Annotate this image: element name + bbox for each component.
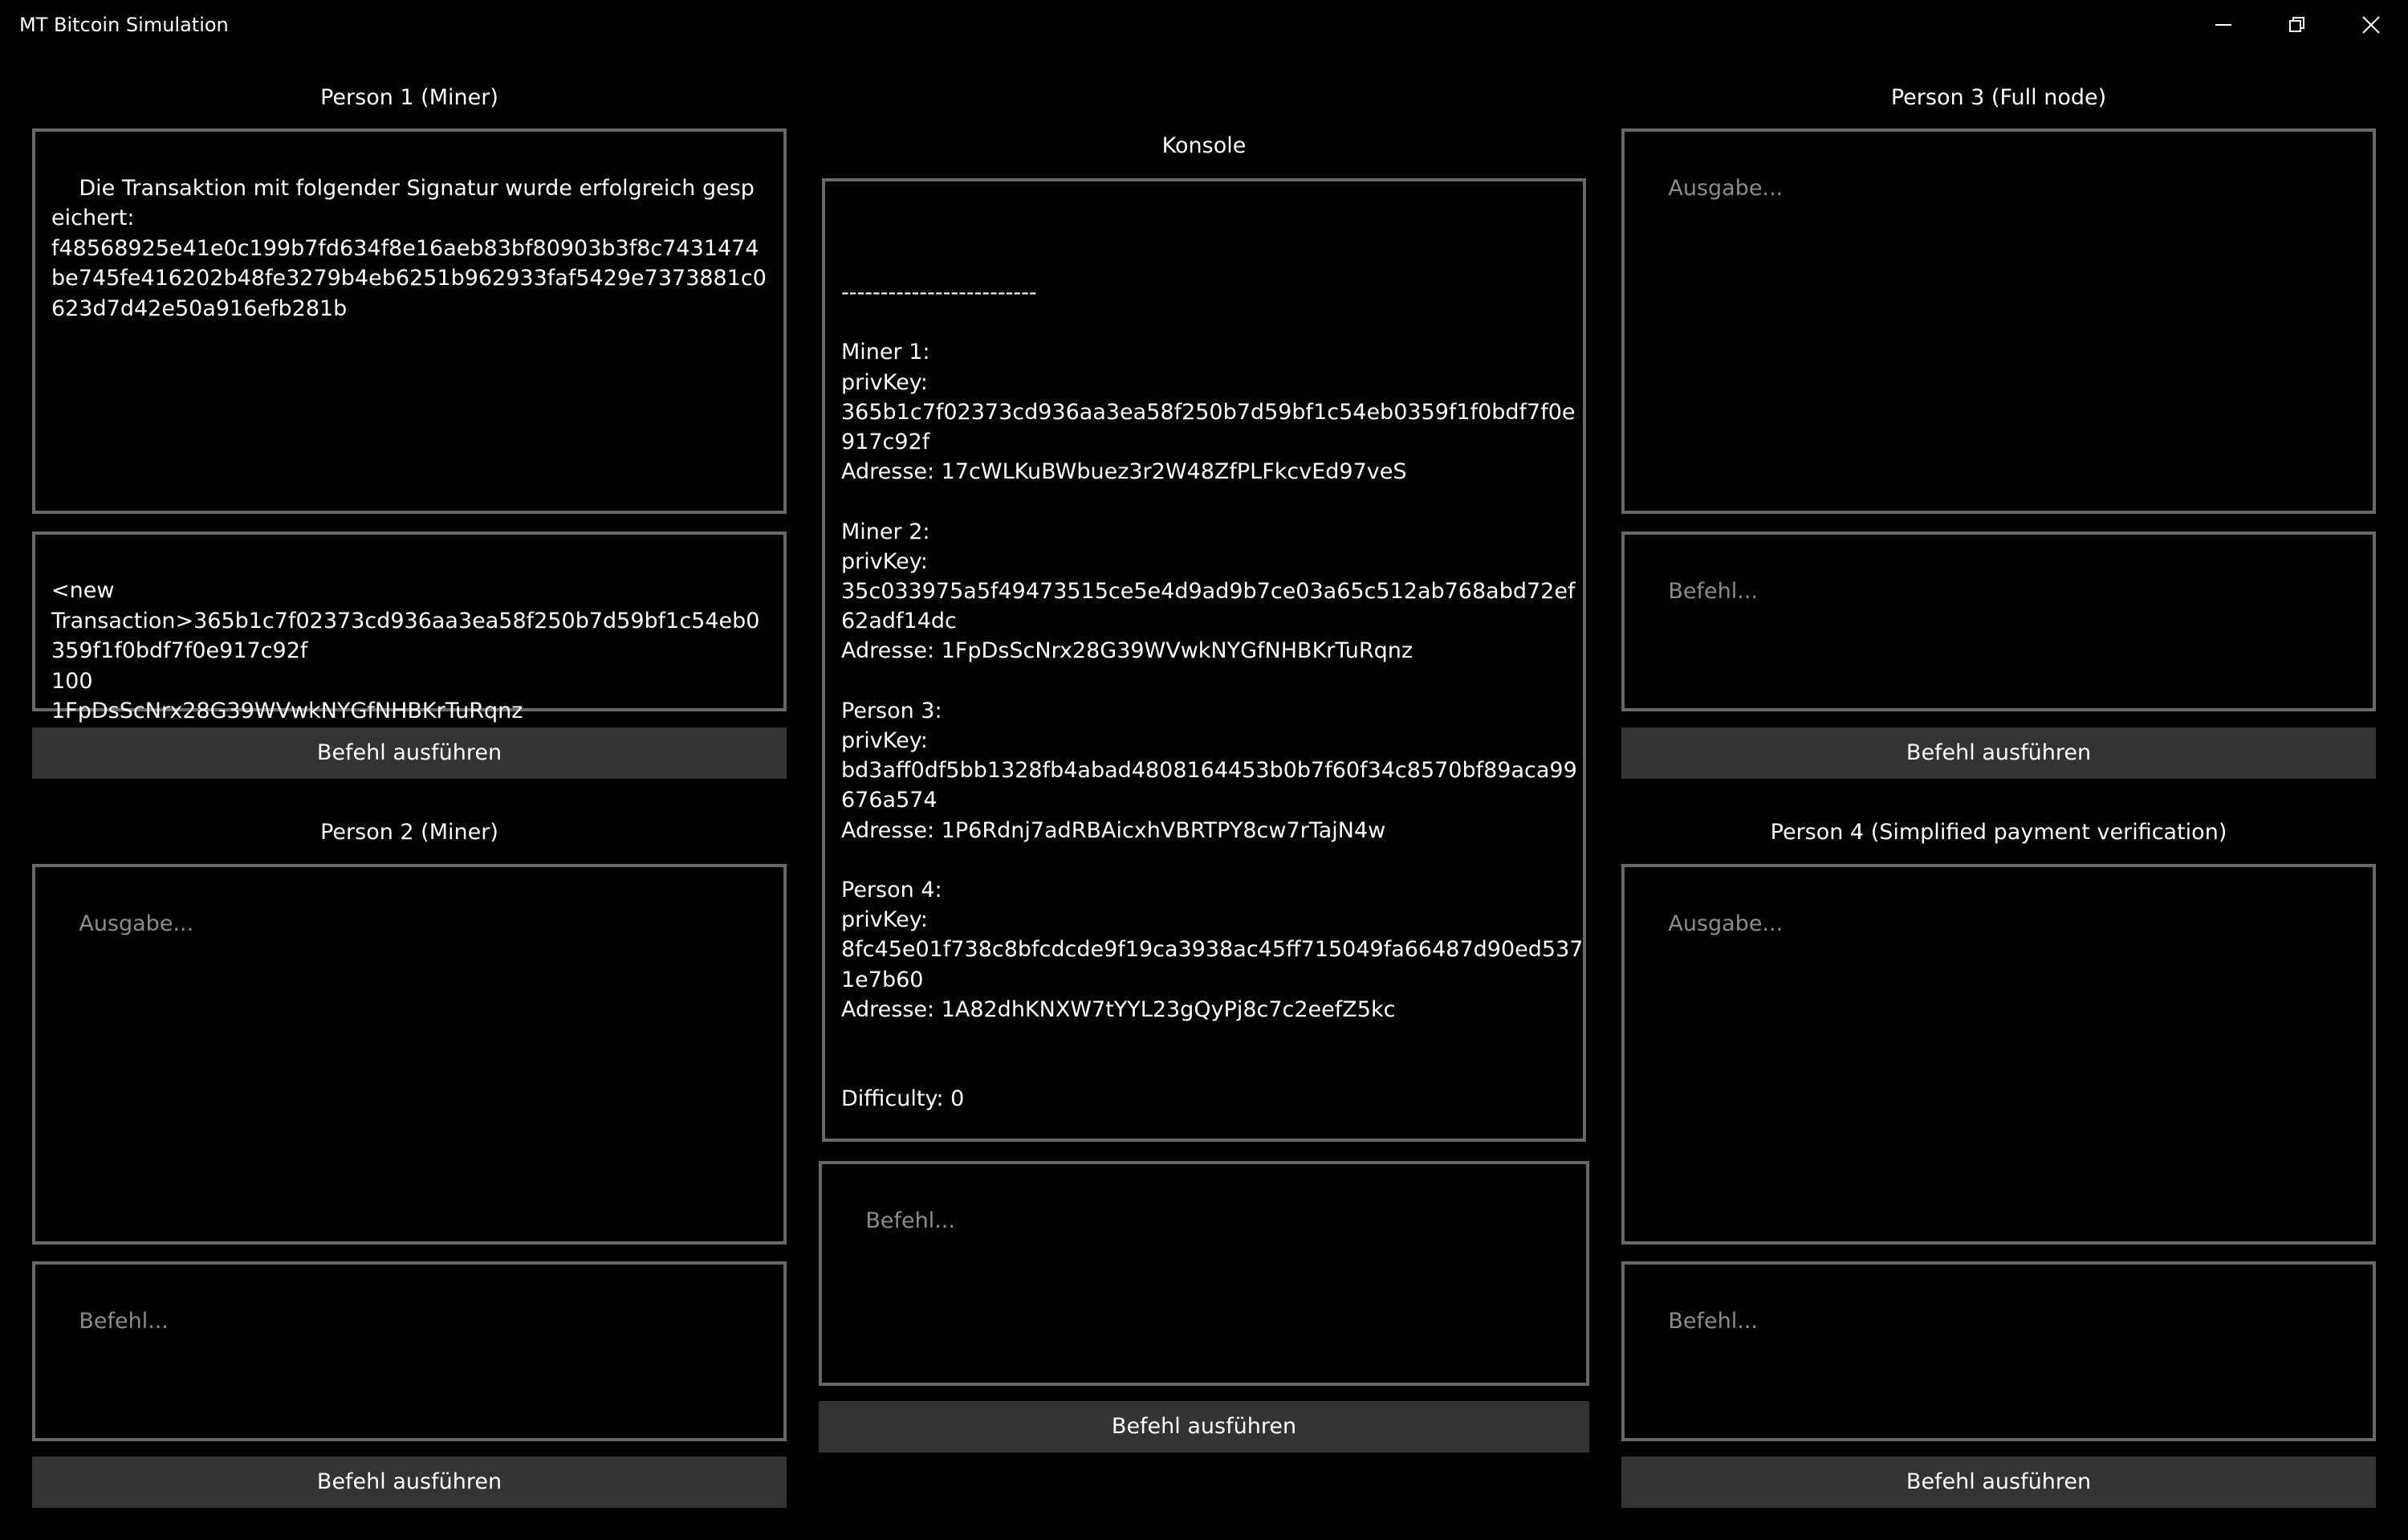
- person3-title: Person 3 (Full node): [1890, 85, 2107, 110]
- title-bar: [0, 0, 2408, 50]
- person1-title: Person 1 (Miner): [320, 85, 498, 110]
- person2-output-placeholder: Ausgabe...: [79, 911, 194, 936]
- console-output-text: ------------------------- Miner 1: privKey: 365b1c7f02373cd936aa3ea58f250b7d59bf1c54eb0359f1f0bdf7f0e917c92f Adresse: 17cWLKuBWbuez3r2W48ZfPLFkcvEd97veS Miner 2: privKey: 35c033975a5f49473515ce5e4d9ad9b7ce03a65c512ab768abd72ef62adf14dc Adresse: 1FpDsScNrx28G39WVwkNYGfNHBKrTuRqnz Person 3: privKey: bd3aff0df5bb1328fb4abad4808164453b0b7f60f34c8570bf89aca99676a574 Adresse: 1P6Rdnj7adRBAicxhVBRTPY8cw7rTajN4w Person 4: privKey: 8fc45e01f738c8bfcdcde9f19ca3938ac45ff715049fa66487d90ed5371e7b60 Adresse: 1A82dhKNXW7tYYL23gQyPj8c7c2eefZ5kc Difficulty: 0: [841, 280, 1584, 1112]
- restore-icon: [2288, 16, 2306, 34]
- console-title: Konsole: [1161, 133, 1247, 158]
- window-title: MT Bitcoin Simulation: [19, 14, 229, 36]
- person4-output-box[interactable]: [1621, 864, 2376, 1245]
- person1-output-box[interactable]: [32, 128, 787, 514]
- person3-command-placeholder: Befehl...: [1668, 578, 1758, 604]
- console-command-input[interactable]: [819, 1161, 1589, 1386]
- person2-command-placeholder: Befehl...: [79, 1308, 169, 1334]
- minimize-button[interactable]: [2186, 0, 2260, 50]
- person1-command-input[interactable]: [32, 532, 787, 723]
- person2-output-box[interactable]: [32, 864, 787, 1245]
- person1-output-text: Die Transaktion mit folgender Signatur wurde erfolgreich gespeichert: f48568925e41e0c199b7fd634f8e16aeb83bf80903b3f8c7431474be745fe416202b48fe3279b4eb6251b962933faf5429e7373881c0623d7d42e50a916efb281b: [51, 175, 767, 321]
- restore-button[interactable]: [2260, 0, 2334, 50]
- minimize-icon: [2215, 16, 2232, 34]
- console-command-placeholder: Befehl...: [865, 1208, 955, 1233]
- close-icon: [2362, 16, 2380, 34]
- person3-command-input[interactable]: [1621, 532, 2376, 711]
- console-output-box[interactable]: [822, 178, 1586, 1142]
- person2-execute-button[interactable]: Befehl ausführen: [32, 1456, 787, 1508]
- person3-execute-button[interactable]: Befehl ausführen: [1621, 727, 2376, 779]
- person3-output-box[interactable]: [1621, 128, 2376, 514]
- person2-title: Person 2 (Miner): [320, 820, 498, 845]
- person4-execute-button[interactable]: Befehl ausführen: [1621, 1456, 2376, 1508]
- person4-title: Person 4 (Simplified payment verification): [1770, 820, 2227, 845]
- person1-execute-button[interactable]: Befehl ausführen: [32, 727, 787, 779]
- console-execute-button[interactable]: Befehl ausführen: [819, 1401, 1589, 1452]
- person4-command-input[interactable]: [1621, 1261, 2376, 1441]
- person4-output-placeholder: Ausgabe...: [1668, 911, 1784, 936]
- person1-command-text: <new Transaction>365b1c7f02373cd936aa3ea58f250b7d59bf1c54eb0359f1f0bdf7f0e917c92f 100 1FpDsScNrx28G39WVwkNYGfNHBKrTuRqnz: [51, 578, 760, 723]
- close-button[interactable]: [2334, 0, 2408, 50]
- person3-output-placeholder: Ausgabe...: [1668, 175, 1784, 201]
- person2-command-input[interactable]: [32, 1261, 787, 1441]
- person4-command-placeholder: Befehl...: [1668, 1308, 1758, 1334]
